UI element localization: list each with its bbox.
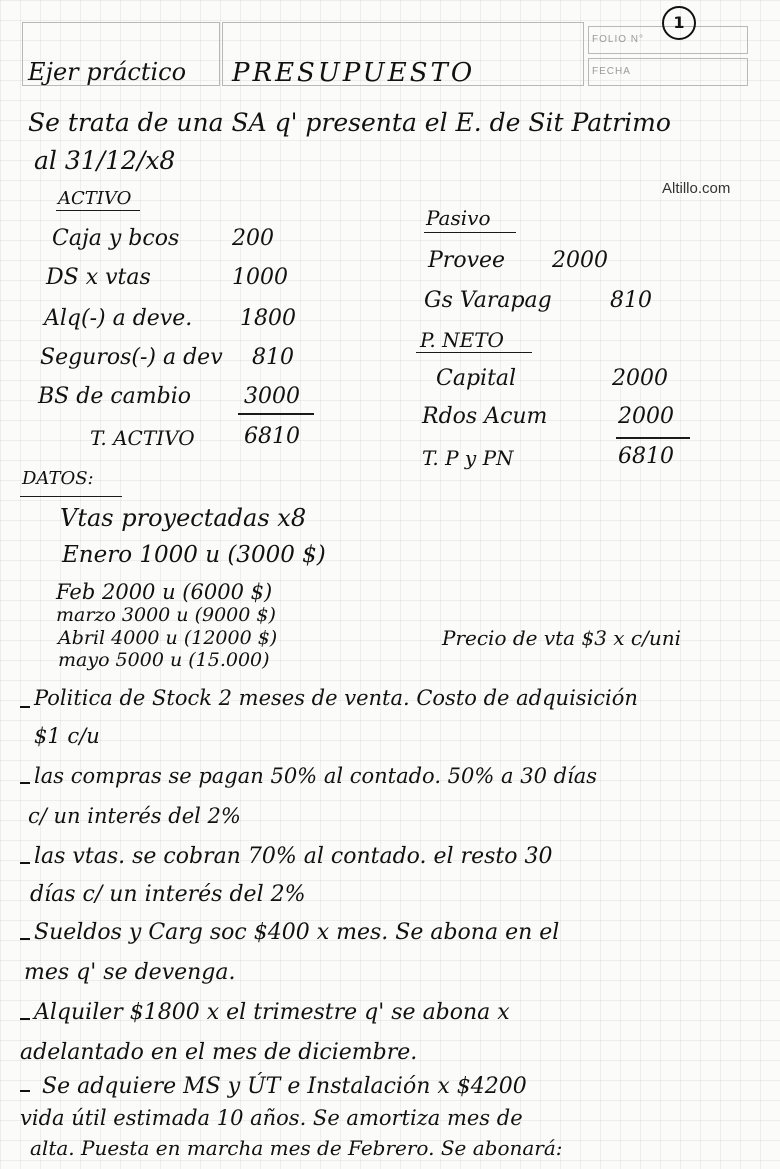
datos-heading-underline xyxy=(20,496,122,497)
bullet-dash xyxy=(20,1090,30,1092)
bullet-dash xyxy=(20,862,30,864)
pasivo-heading-underline xyxy=(424,232,516,233)
bullet-dash xyxy=(20,782,30,784)
pasivo-item-label: Gs Varapag xyxy=(424,288,552,313)
politica-line: vida útil estimada 10 años. Se amortiza mes de xyxy=(20,1106,523,1130)
header-title-left: Ejer práctico xyxy=(28,58,187,86)
bullet-dash xyxy=(20,1018,30,1020)
datos-heading: DATOS: xyxy=(22,468,94,489)
activo-heading-underline xyxy=(56,210,140,211)
intro-line-2: al 31/12/x8 xyxy=(34,146,176,175)
month-row: mayo 5000 u (15.000) xyxy=(58,649,270,671)
pasivo-item-value: 2000 xyxy=(552,248,608,273)
activo-total-rule xyxy=(238,413,314,415)
politica-line: c/ un interés del 2% xyxy=(28,804,241,828)
activo-item-label: DS x vtas xyxy=(46,265,151,290)
month-row: Abril 4000 u (12000 $) xyxy=(58,627,278,649)
activo-item-value: 200 xyxy=(232,226,274,251)
politica-line: Se adquiere MS y ÚT e Instalación x $4200 xyxy=(42,1074,527,1099)
intro-line-1: Se trata de una SA q' presenta el E. de Sit Patrimo xyxy=(28,108,671,137)
pasivo-item-value: 810 xyxy=(610,288,652,313)
header-title-right: PRESUPUESTO xyxy=(232,58,476,88)
month-row: marzo 3000 u (9000 $) xyxy=(56,604,276,626)
activo-item-value: 3000 xyxy=(244,384,300,409)
activo-item-label: Alq(-) a deve. xyxy=(44,306,193,331)
pneto-item-label: Capital xyxy=(436,366,517,391)
watermark: Altillo.com xyxy=(662,180,731,197)
pneto-heading-underline xyxy=(416,352,532,353)
pneto-item-value: 2000 xyxy=(612,366,668,391)
pneto-total-label: T. P y PN xyxy=(422,446,514,470)
pneto-total-value: 6810 xyxy=(618,444,674,469)
politica-line: $1 c/u xyxy=(34,724,100,748)
pneto-heading: P. NETO xyxy=(420,328,504,352)
activo-item-value: 1800 xyxy=(240,306,296,331)
politica-line: adelantado en el mes de diciembre. xyxy=(20,1040,418,1065)
activo-total-label: T. ACTIVO xyxy=(90,426,195,450)
politica-line: días c/ un interés del 2% xyxy=(30,882,306,907)
activo-item-label: BS de cambio xyxy=(38,384,191,409)
pneto-total-rule xyxy=(616,437,690,439)
folio-label: FOLIO N° xyxy=(592,34,645,45)
politica-line: mes q' se devenga. xyxy=(24,960,236,985)
page-number-badge: 1 xyxy=(662,6,696,40)
activo-item-value: 810 xyxy=(252,345,294,370)
pasivo-heading: Pasivo xyxy=(426,206,491,230)
activo-item-label: Caja y bcos xyxy=(52,226,180,251)
activo-heading: ACTIVO xyxy=(58,188,132,209)
fecha-label: FECHA xyxy=(592,66,631,77)
politica-line: alta. Puesta en marcha mes de Febrero. Se abonará: xyxy=(30,1136,563,1160)
pneto-item-label: Rdos Acum xyxy=(422,404,548,429)
politica-line: Alquiler $1800 x el trimestre q' se abona x xyxy=(34,1000,510,1025)
bullet-dash xyxy=(20,938,30,940)
politica-line: las compras se pagan 50% al contado. 50% a 30 días xyxy=(34,764,598,788)
pasivo-item-label: Provee xyxy=(428,248,506,273)
precio-venta: Precio de vta $3 x c/uni xyxy=(442,626,682,650)
activo-item-value: 1000 xyxy=(232,265,288,290)
month-row: Enero 1000 u (3000 $) xyxy=(62,542,326,568)
ventas-title: Vtas proyectadas x8 xyxy=(60,504,307,532)
pneto-item-value: 2000 xyxy=(618,404,674,429)
activo-item-label: Seguros(-) a dev xyxy=(40,345,223,370)
month-row: Feb 2000 u (6000 $) xyxy=(56,580,273,604)
politica-line: Sueldos y Carg soc $400 x mes. Se abona en el xyxy=(34,920,560,945)
politica-line: Politica de Stock 2 meses de venta. Costo de adquisición xyxy=(34,686,638,710)
politica-line: las vtas. se cobran 70% al contado. el resto 30 xyxy=(34,844,553,869)
activo-total-value: 6810 xyxy=(244,424,300,449)
bullet-dash xyxy=(20,706,30,708)
